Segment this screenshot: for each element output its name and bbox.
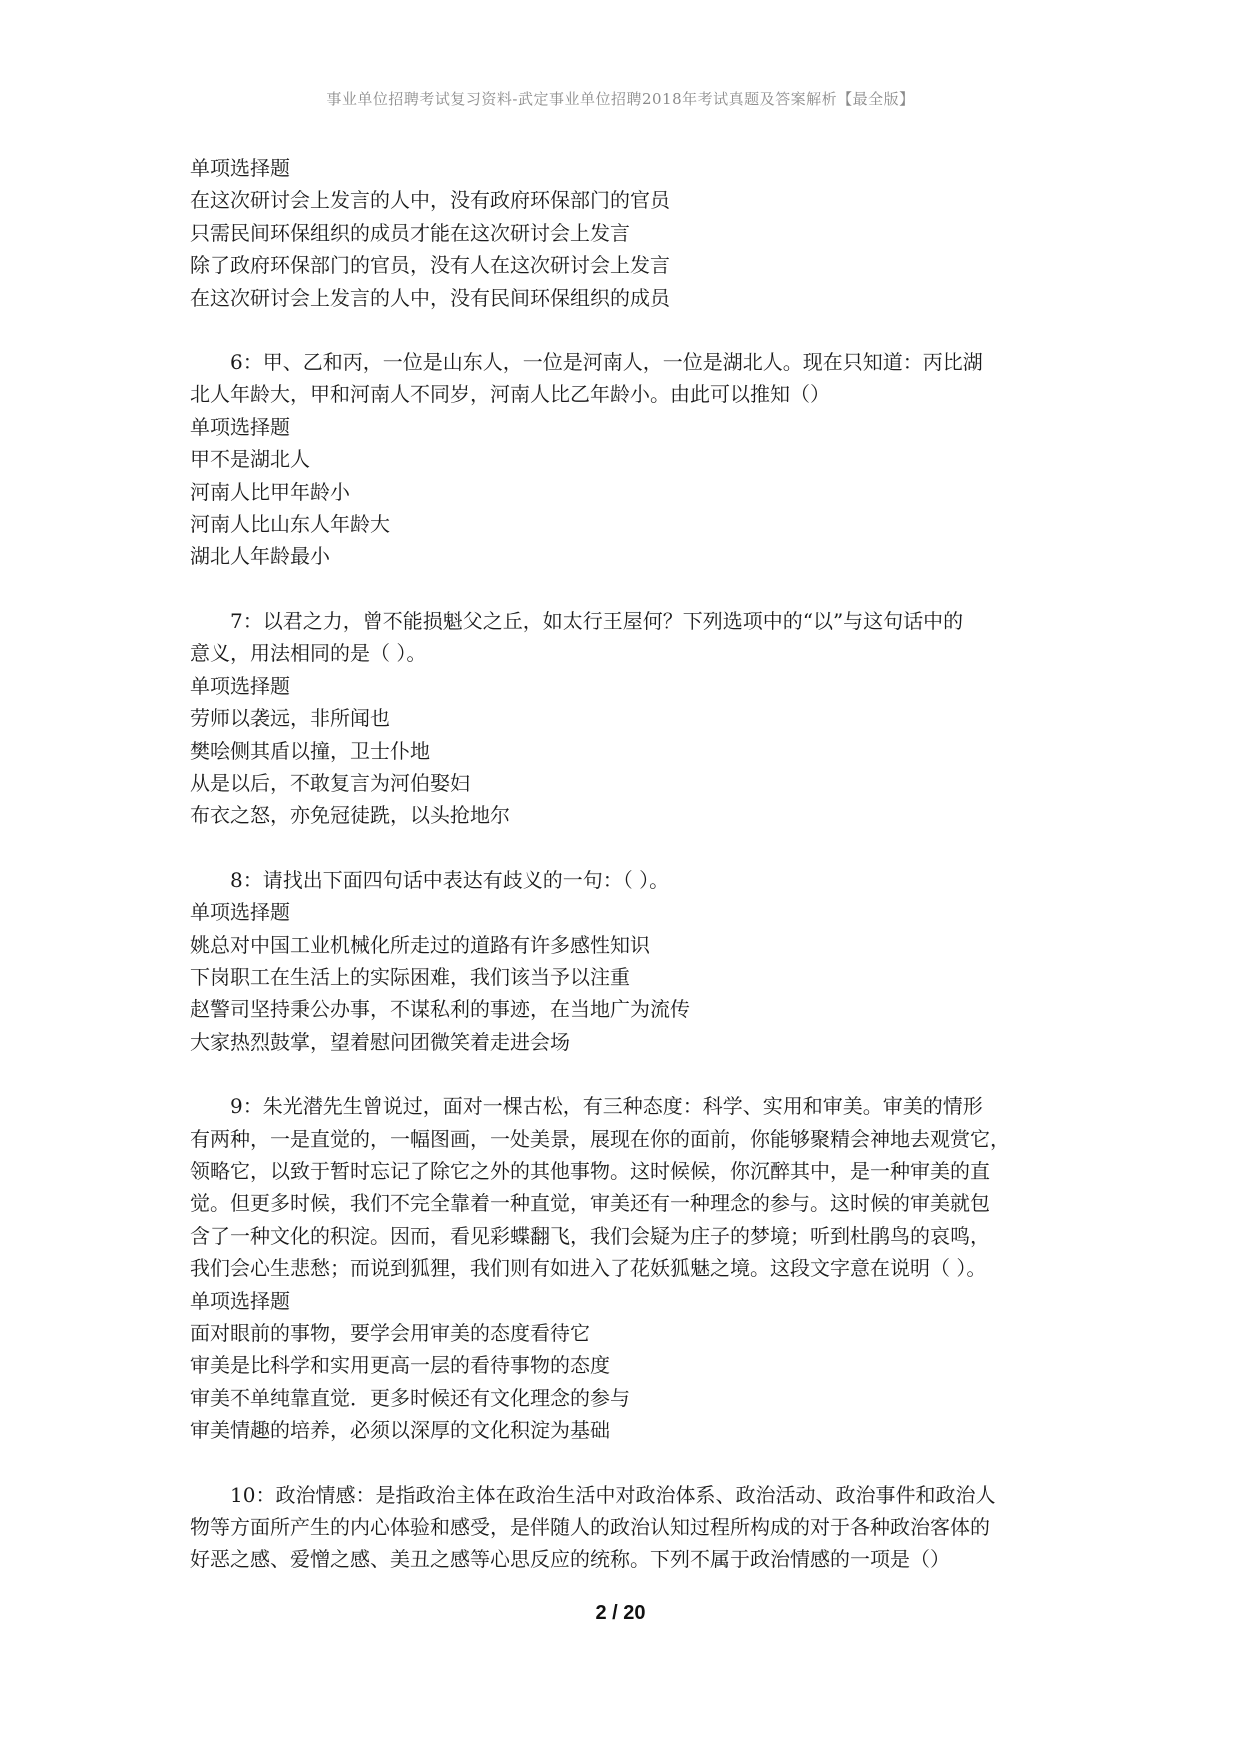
question-type-label: 单项选择题	[190, 900, 290, 925]
option-c: 审美不单纯靠直觉．更多时候还有文化理念的参与	[190, 1385, 630, 1410]
question-stem-continued: 我们会心生悲愁；而说到狐狸，我们则有如进入了花妖狐魅之境。这段文字意在说明（ ）。	[190, 1256, 987, 1281]
question-block-9	[190, 1090, 1060, 1446]
question-stem: 10：政治情感：是指政治主体在政治生活中对政治体系、政治活动、政治事件和政治人	[230, 1482, 996, 1507]
option-d: 审美情趣的培养，必须以深厚的文化积淀为基础	[190, 1418, 610, 1443]
option-c: 河南人比山东人年龄大	[190, 512, 390, 537]
question-stem-continued: 含了一种文化的积淀。因而，看见彩蝶翻飞，我们会疑为庄子的梦境；听到杜鹃鸟的哀鸣，	[190, 1223, 990, 1248]
question-stem: 9：朱光潜先生曾说过，面对一棵古松，有三种态度：科学、实用和审美。审美的情形	[230, 1094, 983, 1119]
page-number: 2 / 20	[595, 1602, 646, 1624]
question-block-6	[190, 346, 1060, 573]
question-stem-continued: 意义，用法相同的是（ ）。	[190, 641, 427, 666]
question-stem-continued: 有两种，一是直觉的，一幅图画，一处美景，展现在你的面前，你能够聚精会神地去观赏它，	[190, 1126, 1010, 1151]
question-stem-continued: 好恶之感、爱憎之感、美丑之感等心思反应的统称。下列不属于政治情感的一项是（）	[190, 1547, 950, 1572]
option-c: 赵警司坚持秉公办事，不谋私利的事迹，在当地广为流传	[190, 997, 690, 1022]
option-d: 湖北人年龄最小	[190, 544, 330, 569]
question-block-8	[190, 864, 1060, 1058]
question-block-10	[190, 1479, 1060, 1576]
option-a: 在这次研讨会上发言的人中，没有政府环保部门的官员	[190, 188, 670, 213]
question-block-7	[190, 605, 1060, 832]
question-stem-continued: 觉。但更多时候，我们不完全靠着一种直觉，审美还有一种理念的参与。这时候的审美就包	[190, 1191, 990, 1216]
option-b: 只需民间环保组织的成员才能在这次研讨会上发言	[190, 220, 630, 245]
question-stem: 6：甲、乙和丙，一位是山东人，一位是河南人，一位是湖北人。现在只知道：丙比湖	[230, 350, 983, 375]
option-d: 布衣之怒，亦免冠徒跣，以头抢地尔	[190, 803, 510, 828]
option-d: 在这次研讨会上发言的人中，没有民间环保组织的成员	[190, 285, 670, 310]
option-c: 从是以后，不敢复言为河伯娶妇	[190, 770, 470, 795]
question-type-label: 单项选择题	[190, 414, 290, 439]
question-stem: 8：请找出下面四句话中表达有歧义的一句：（ ）。	[230, 867, 670, 892]
document-body	[190, 152, 1060, 1608]
question-stem-continued: 物等方面所产生的内心体验和感受，是伴随人的政治认知过程所构成的对于各种政治客体的	[190, 1515, 990, 1540]
question-type-label: 单项选择题	[190, 156, 290, 180]
option-a: 姚总对中国工业机械化所走过的道路有许多感性知识	[190, 932, 650, 957]
question-stem-continued: 领略它，以致于暂时忘记了除它之外的其他事物。这时候候，你沉醉其中，是一种审美的直	[190, 1158, 990, 1183]
option-c: 除了政府环保部门的官员，没有人在这次研讨会上发言	[190, 253, 670, 278]
option-b: 河南人比甲年龄小	[190, 479, 350, 504]
option-d: 大家热烈鼓掌，望着慰问团微笑着走进会场	[190, 1029, 570, 1054]
question-block-5-options	[190, 152, 1060, 314]
question-type-label: 单项选择题	[190, 673, 290, 698]
question-stem-continued: 北人年龄大，甲和河南人不同岁，河南人比乙年龄小。由此可以推知（）	[190, 382, 830, 407]
option-a: 面对眼前的事物，要学会用审美的态度看待它	[190, 1321, 590, 1345]
question-stem: 7：以君之力，曾不能损魁父之丘，如太行王屋何？下列选项中的“以”与这句话中的	[230, 608, 964, 633]
question-type-label: 单项选择题	[190, 1288, 290, 1313]
page-header: 事业单位招聘考试复习资料-武定事业单位招聘2018年考试真题及答案解析【最全版】	[326, 90, 915, 108]
option-b: 审美是比科学和实用更高一层的看待事物的态度	[190, 1353, 610, 1378]
option-b: 下岗职工在生活上的实际困难，我们该当予以注重	[190, 964, 630, 989]
option-a: 甲不是湖北人	[190, 447, 310, 472]
option-b: 樊哙侧其盾以撞，卫士仆地	[190, 738, 430, 763]
option-a: 劳师以袭远，非所闻也	[190, 706, 390, 731]
